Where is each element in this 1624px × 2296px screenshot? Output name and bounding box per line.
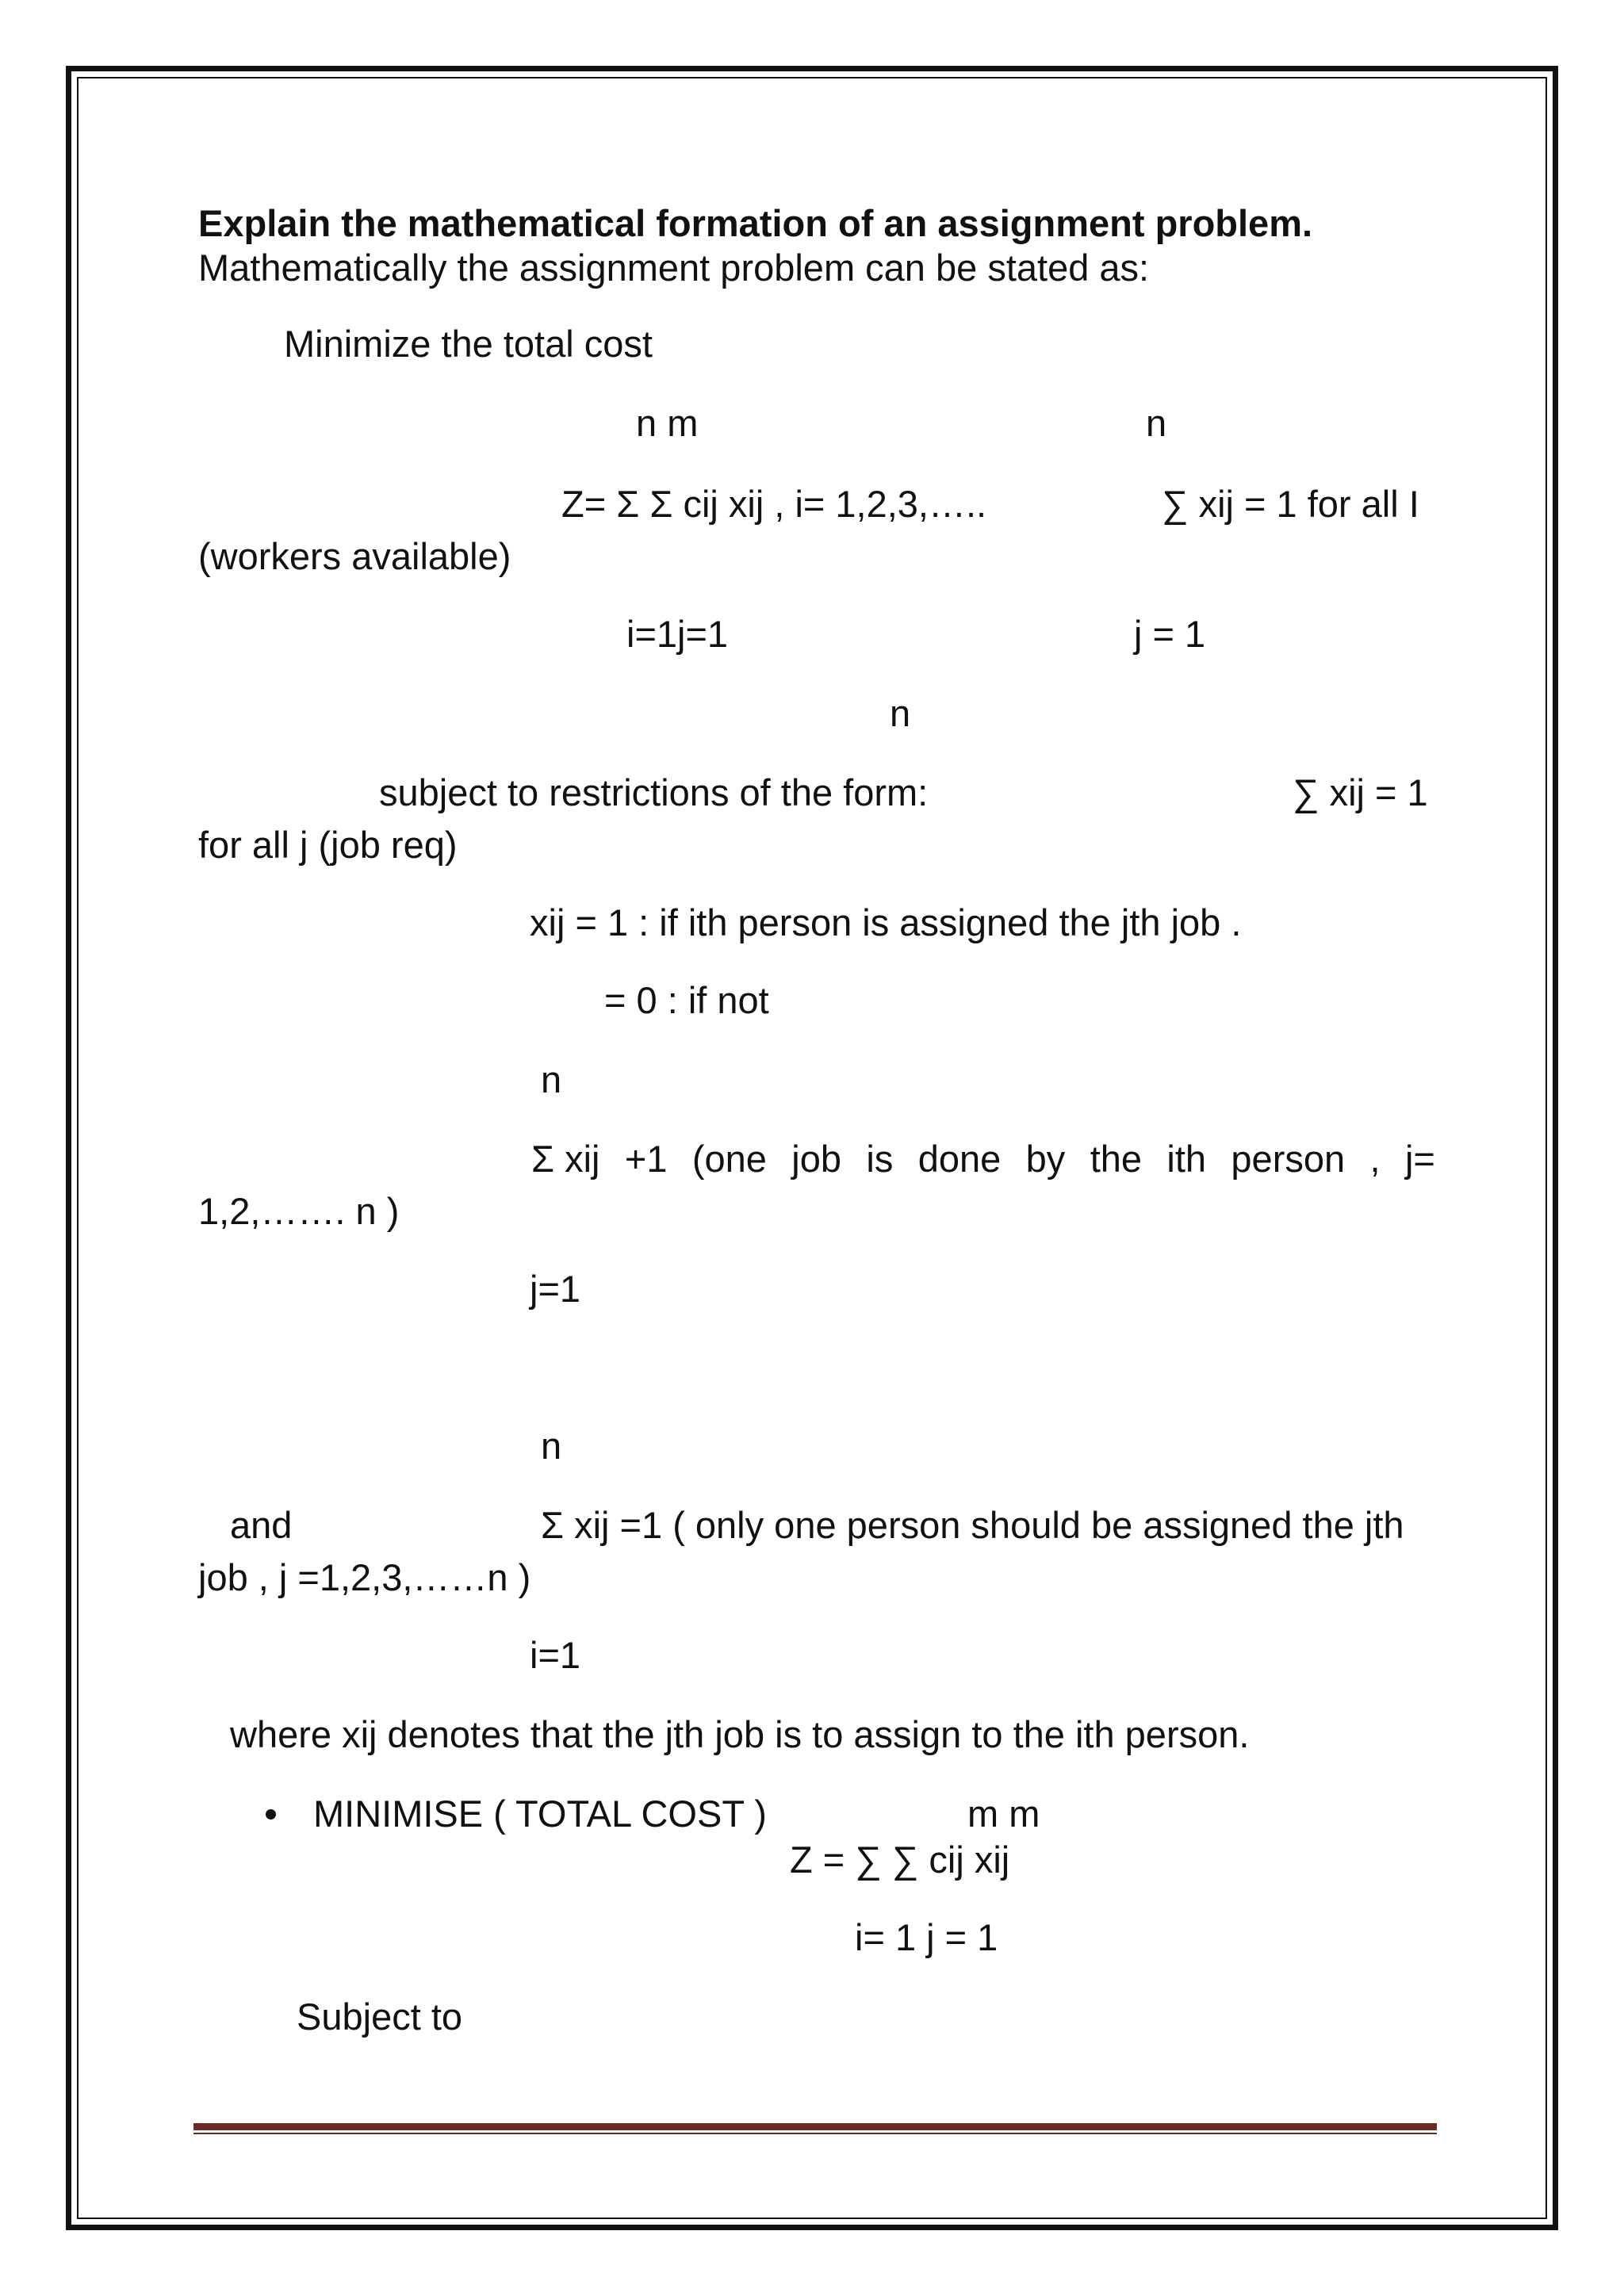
eq3-word: , [1369, 1138, 1381, 1180]
eq3-upper-limit: n [541, 1058, 562, 1100]
where-text: where xij denotes that the jth job is to assign to the ith person. [230, 1713, 1250, 1755]
eq3-word: the [1090, 1138, 1143, 1180]
minimize-label: Minimize the total cost [284, 323, 653, 365]
bullet-dot [266, 1809, 276, 1820]
footer-rule [193, 2123, 1437, 2130]
eq4-lower-limit: i=1 [530, 1634, 581, 1676]
eq3-word: ith [1166, 1138, 1207, 1180]
eq4-constraint: Σ xij =1 ( only one person should be assigned the jth [541, 1504, 1404, 1546]
eq3-row [531, 1138, 1435, 1180]
eq2-constraint: ∑ xij = 1 [1293, 771, 1428, 813]
heading: Explain the mathematical formation of an assignment problem. [198, 202, 1313, 244]
eq2-continuation: for all j (job req) [198, 824, 458, 866]
eq4-continuation: job , j =1,2,3,……n ) [198, 1556, 531, 1598]
eq3-word: by [1025, 1138, 1066, 1180]
bullet-upper-limits: m m [967, 1793, 1040, 1835]
eq1-upper-limits: n m [636, 402, 699, 444]
eq3-word: person [1231, 1138, 1346, 1180]
eq3-word: j= [1404, 1138, 1435, 1180]
eq1-objective: Z= Σ Σ cij xij , i= 1,2,3,….. [561, 483, 987, 525]
bullet-minimise-label: MINIMISE ( TOTAL COST ) [313, 1793, 767, 1835]
eq1-constraint: ∑ xij = 1 for all I [1162, 483, 1419, 525]
bullet-formula: Z = ∑ ∑ cij xij [790, 1839, 1010, 1881]
eq1-upper-right-limit: n [1146, 402, 1167, 444]
eq1-continuation: (workers available) [198, 535, 511, 577]
xij-definition-0: = 0 : if not [604, 979, 769, 1021]
intro-text: Mathematically the assignment problem can be stated as: [198, 247, 1150, 289]
eq3-word: is [866, 1138, 894, 1180]
eq3-lower-limit: j=1 [530, 1268, 581, 1310]
eq2-subject-text: subject to restrictions of the form: [379, 771, 929, 813]
xij-definition-1: xij = 1 : if ith person is assigned the jth job . [530, 901, 1242, 943]
subject-to-label: Subject to [297, 1996, 463, 2038]
eq3-word: (one [691, 1138, 767, 1180]
eq3-continuation: 1,2,……. n ) [198, 1190, 400, 1232]
eq1-lower-limits: i=1j=1 [626, 613, 729, 655]
footer-rule-thin [193, 2133, 1437, 2134]
bullet-lower-limits: i= 1 j = 1 [855, 1916, 998, 1958]
eq2-upper-limit: n [890, 692, 911, 734]
eq1-lower-right-limit: j = 1 [1134, 613, 1206, 655]
eq3-word: +1 [624, 1138, 668, 1180]
eq4-and-label: and [230, 1504, 293, 1546]
eq3-word: Σ xij [531, 1138, 600, 1180]
eq4-upper-limit: n [541, 1425, 562, 1467]
eq3-word: done [917, 1138, 1002, 1180]
eq3-word: job [791, 1138, 842, 1180]
